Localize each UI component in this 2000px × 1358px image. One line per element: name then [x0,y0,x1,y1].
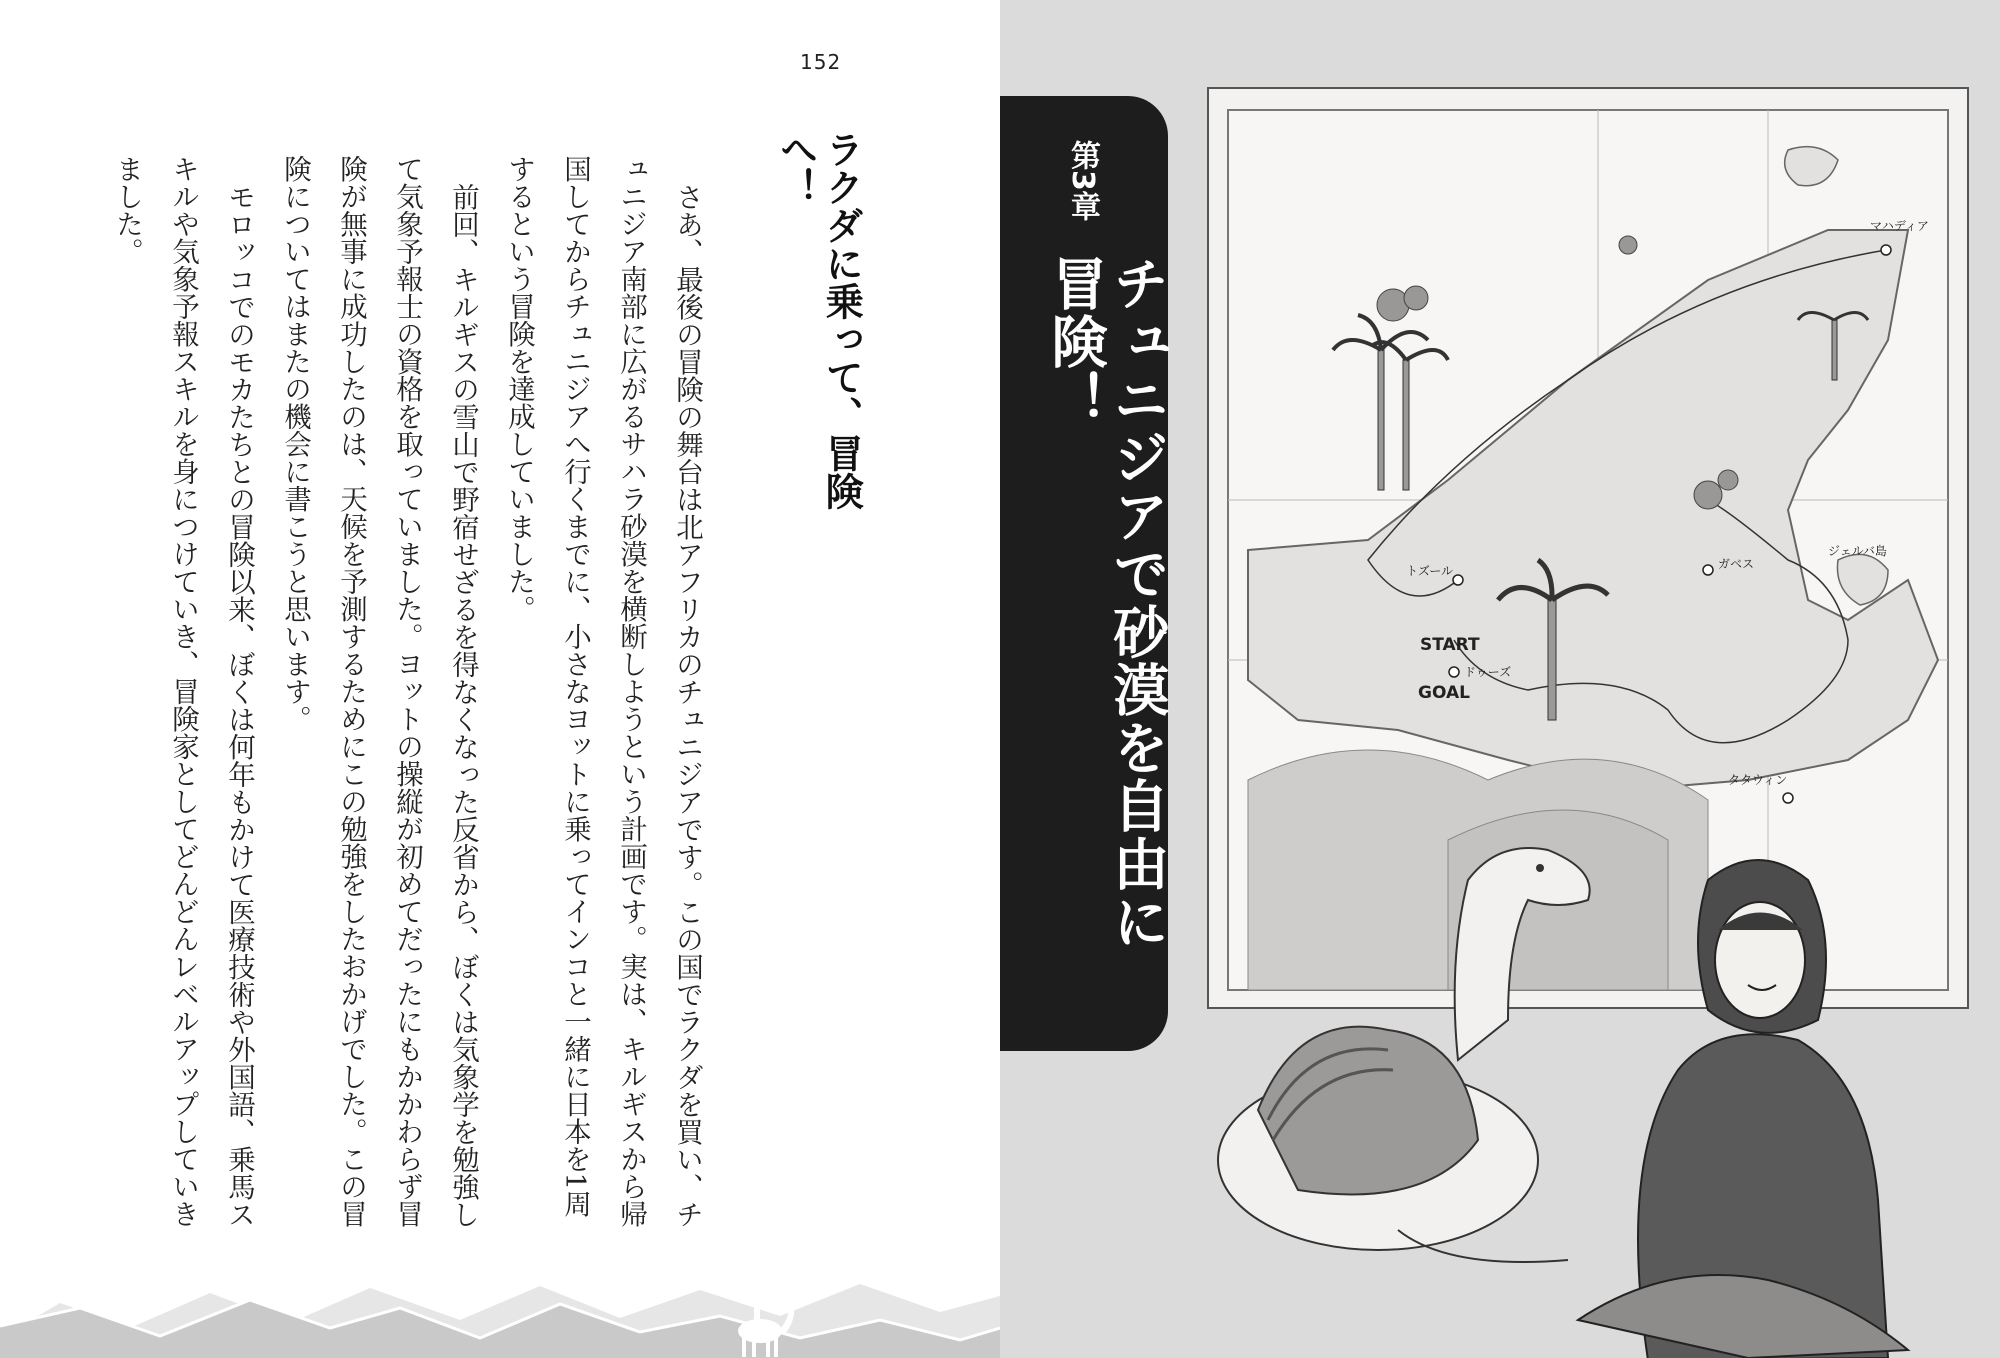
right-page [1000,0,2000,1358]
label-start: START [1420,635,1480,655]
section-heading: ラクダに乗って、冒険へ！ [773,130,864,510]
label-goal: GOAL [1418,683,1470,703]
label-mahdia: マハディア [1870,219,1929,233]
body-text [99,155,715,1235]
mountain-band [0,1208,1000,1358]
marker-mahdia [1881,245,1891,255]
label-tataouine: タタウィン [1728,773,1788,787]
label-douz: ドゥーズ [1464,665,1512,679]
marker-douz [1449,667,1459,677]
page-number: 152 [800,50,842,74]
marker-tozeur [1453,575,1463,585]
chapter-title: チュニジアで砂漠を自由に冒険！ [1042,255,1170,951]
paragraph-1: さあ、最後の冒険の舞台は北アフリカのチュニジアです。この国でラクダを買い、チュニジア南部に広がるサハラ砂漠を横断しようという計画です。実は、キルギスから帰国してからチュニジアへ行くまでに、小さなヨットに乗ってインコと一緒に日本を1周するという冒険を達成していました。 [503,155,703,1228]
map-illustration [1148,80,2000,1358]
label-tozeur: トズール [1406,564,1454,578]
paragraph-2: 前回、キルギスの雪山で野宿せざるを得なくなった反省から、ぼくは気象学を勉強して気象予報士の資格を取っていました。ヨットの操縦が初めてだったにもかかわらず冒険が無事に成功したのは、天候を予測するためにこの勉強をしたおかげでした。この冒険についてはまたの機会に書こうと思います。 [279,155,479,1228]
paragraph-3: モロッコでのモカたちとの冒険以来、ぼくは何年もかけて医療技術や外国語、乗馬スキルや気象予報スキルを身につけていき、冒険家としてどんどんレベルアップしていきました。 [111,155,255,1228]
label-djerba: ジェルバ島 [1828,544,1887,558]
marker-gabes [1703,565,1713,575]
marker-tataouine [1783,793,1793,803]
label-gabes: ガベス [1718,557,1755,571]
chapter-label: 第3章 [1065,140,1100,221]
